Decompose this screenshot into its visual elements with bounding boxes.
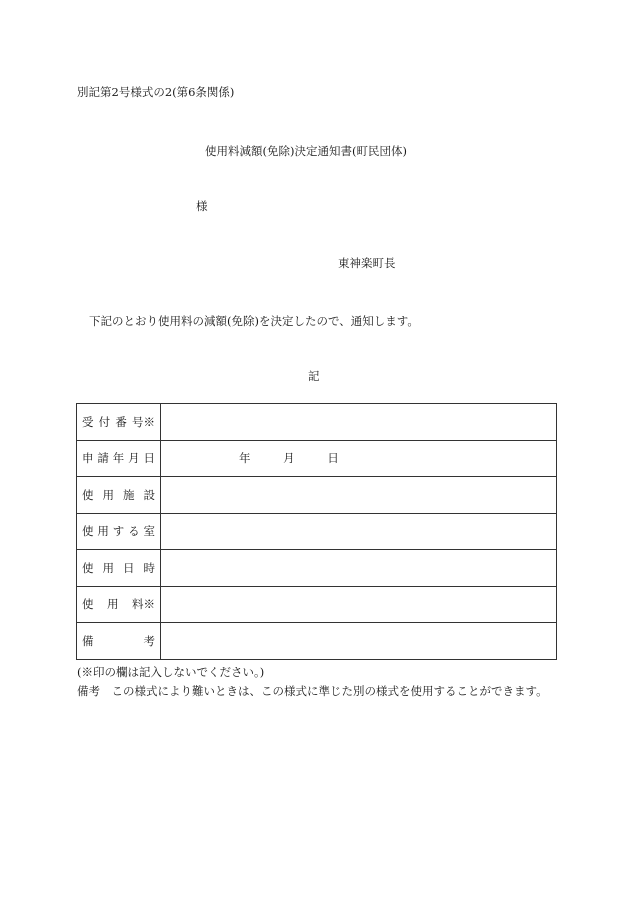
label-char: 月: [128, 451, 140, 466]
label-char: 年: [112, 451, 125, 466]
value-fee[interactable]: [161, 586, 557, 623]
label-char: 室: [143, 524, 155, 539]
label-char: 使: [82, 524, 94, 539]
label-fee: [77, 586, 161, 623]
label-char: 号※: [131, 414, 155, 429]
table-row-room: [77, 513, 557, 550]
label-char: 設: [143, 487, 155, 502]
label-char: 考: [143, 633, 155, 648]
issuer-name: 東神楽町長: [338, 256, 396, 270]
date-year-label: 年: [239, 451, 251, 466]
value-datetime[interactable]: [161, 550, 557, 587]
label-remarks: [77, 623, 161, 660]
label-room: [77, 513, 161, 550]
label-char: 用: [97, 524, 109, 539]
label-char: 申: [82, 451, 94, 466]
mark-note: (※印の欄は記入しないでください。): [77, 665, 265, 679]
label-char: 使: [82, 597, 94, 612]
form-reference: 別記第2号様式の2(第6条関係): [77, 85, 235, 99]
label-char: 付: [98, 414, 111, 429]
document-title: 使用料減額(免除)決定通知書(町民団体): [205, 144, 407, 158]
label-char: 使: [82, 487, 94, 502]
label-char: 日: [143, 451, 155, 466]
table-row-facility: [77, 477, 557, 514]
value-facility[interactable]: [161, 477, 557, 514]
date-month-label: 月: [283, 451, 295, 466]
label-char: 備: [82, 633, 94, 648]
table-row-datetime: [77, 550, 557, 587]
label-char: 料※: [132, 597, 155, 612]
label-char: 日: [123, 560, 135, 575]
label-char: 用: [102, 560, 114, 575]
label-char: 請: [97, 451, 109, 466]
ki-heading: 記: [308, 369, 320, 383]
value-room[interactable]: [161, 513, 557, 550]
table-row-fee: [77, 586, 557, 623]
label-application-date: [77, 440, 161, 477]
label-char: 受: [82, 414, 94, 429]
table-row-application-date: [77, 440, 557, 477]
body-text: 下記のとおり使用料の減額(免除)を決定したので、通知します。: [89, 314, 419, 328]
label-char: 施: [123, 487, 135, 502]
info-table: [76, 403, 557, 660]
addressee-suffix: 様: [196, 199, 208, 213]
label-char: 使: [82, 560, 94, 575]
label-char: 時: [143, 560, 155, 575]
value-reception-number[interactable]: [161, 404, 557, 441]
table-row-reception-number: [77, 404, 557, 441]
label-char: 用: [107, 597, 119, 612]
date-day-label: 日: [327, 451, 339, 466]
label-facility: [77, 477, 161, 514]
remarks-note: 備考 この様式により難いときは、この様式に準じた別の様式を使用することができます。: [77, 684, 548, 698]
label-datetime: [77, 550, 161, 587]
value-remarks[interactable]: [161, 623, 557, 660]
label-char: す: [112, 524, 125, 539]
label-char: 番: [115, 414, 127, 429]
value-application-date[interactable]: [161, 440, 557, 477]
label-char: る: [128, 524, 140, 539]
table-row-remarks: [77, 623, 557, 660]
label-reception-number: [77, 404, 161, 441]
label-char: 用: [102, 487, 114, 502]
